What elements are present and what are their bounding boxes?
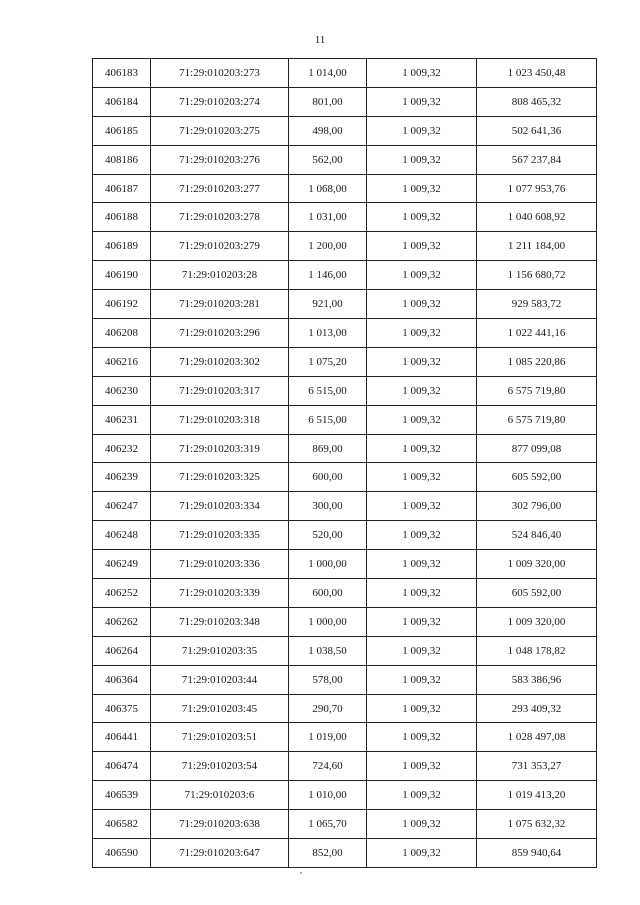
cell-cadastral-value: 1 156 680,72 (477, 261, 597, 290)
cell-object-id: 406248 (93, 521, 151, 550)
table-row (93, 839, 597, 868)
cell-object-id: 406216 (93, 347, 151, 376)
cell-area: 300,00 (289, 492, 367, 521)
cell-specific-value: 1 009,32 (367, 347, 477, 376)
page-number: 11 (314, 34, 326, 46)
cell-cadastral-number: 71:29:010203:348 (151, 607, 289, 636)
cell-specific-value: 1 009,32 (367, 463, 477, 492)
table-row (93, 203, 597, 232)
cell-cadastral-value: 605 592,00 (477, 463, 597, 492)
cell-cadastral-number: 71:29:010203:647 (151, 839, 289, 868)
cadastral-value-table (92, 58, 597, 868)
cell-object-id: 406189 (93, 232, 151, 261)
cell-object-id: 406188 (93, 203, 151, 232)
cell-area: 290,70 (289, 694, 367, 723)
cell-object-id: 406539 (93, 781, 151, 810)
table-row (93, 810, 597, 839)
cell-cadastral-number: 71:29:010203:296 (151, 319, 289, 348)
table-row (93, 492, 597, 521)
cell-object-id: 406252 (93, 579, 151, 608)
cell-area: 1 038,50 (289, 636, 367, 665)
cell-area: 921,00 (289, 290, 367, 319)
table-row (93, 405, 597, 434)
cell-area: 1 146,00 (289, 261, 367, 290)
cell-cadastral-number: 71:29:010203:335 (151, 521, 289, 550)
cell-object-id: 406249 (93, 550, 151, 579)
table-row (93, 347, 597, 376)
table-row (93, 781, 597, 810)
cell-cadastral-value: 929 583,72 (477, 290, 597, 319)
cell-specific-value: 1 009,32 (367, 810, 477, 839)
cell-specific-value: 1 009,32 (367, 405, 477, 434)
cell-object-id: 406184 (93, 87, 151, 116)
cell-specific-value: 1 009,32 (367, 116, 477, 145)
cell-specific-value: 1 009,32 (367, 232, 477, 261)
cell-cadastral-value: 583 386,96 (477, 665, 597, 694)
cell-area: 600,00 (289, 579, 367, 608)
cell-cadastral-number: 71:29:010203:35 (151, 636, 289, 665)
cell-cadastral-number: 71:29:010203:302 (151, 347, 289, 376)
cell-area: 600,00 (289, 463, 367, 492)
table-row (93, 290, 597, 319)
cell-cadastral-value: 731 353,27 (477, 752, 597, 781)
cell-object-id: 406231 (93, 405, 151, 434)
cell-specific-value: 1 009,32 (367, 376, 477, 405)
cell-specific-value: 1 009,32 (367, 579, 477, 608)
cell-cadastral-number: 71:29:010203:281 (151, 290, 289, 319)
cell-cadastral-number: 71:29:010203:51 (151, 723, 289, 752)
cell-area: 578,00 (289, 665, 367, 694)
cell-object-id: 406187 (93, 174, 151, 203)
table-row (93, 145, 597, 174)
cell-specific-value: 1 009,32 (367, 87, 477, 116)
cell-specific-value: 1 009,32 (367, 839, 477, 868)
cell-specific-value: 1 009,32 (367, 203, 477, 232)
cell-cadastral-value: 524 846,40 (477, 521, 597, 550)
cell-specific-value: 1 009,32 (367, 550, 477, 579)
table-row (93, 59, 597, 88)
cell-object-id: 406183 (93, 59, 151, 88)
cell-cadastral-value: 808 465,32 (477, 87, 597, 116)
cell-specific-value: 1 009,32 (367, 319, 477, 348)
cell-cadastral-value: 293 409,32 (477, 694, 597, 723)
cell-specific-value: 1 009,32 (367, 607, 477, 636)
cell-object-id: 406264 (93, 636, 151, 665)
cell-specific-value: 1 009,32 (367, 492, 477, 521)
cell-area: 6 515,00 (289, 376, 367, 405)
cell-cadastral-value: 567 237,84 (477, 145, 597, 174)
cell-specific-value: 1 009,32 (367, 434, 477, 463)
cell-cadastral-number: 71:29:010203:54 (151, 752, 289, 781)
table-row (93, 694, 597, 723)
cell-specific-value: 1 009,32 (367, 59, 477, 88)
cell-cadastral-number: 71:29:010203:336 (151, 550, 289, 579)
table-row (93, 550, 597, 579)
cell-cadastral-number: 71:29:010203:319 (151, 434, 289, 463)
cell-cadastral-value: 6 575 719,80 (477, 405, 597, 434)
cell-cadastral-value: 502 641,36 (477, 116, 597, 145)
cell-cadastral-number: 71:29:010203:279 (151, 232, 289, 261)
cell-specific-value: 1 009,32 (367, 665, 477, 694)
cell-area: 852,00 (289, 839, 367, 868)
cell-area: 562,00 (289, 145, 367, 174)
cell-cadastral-number: 71:29:010203:275 (151, 116, 289, 145)
cell-area: 869,00 (289, 434, 367, 463)
table-row (93, 319, 597, 348)
table-row (93, 723, 597, 752)
table-row (93, 607, 597, 636)
table-row (93, 174, 597, 203)
cell-cadastral-value: 1 048 178,82 (477, 636, 597, 665)
cell-object-id: 406185 (93, 116, 151, 145)
cell-specific-value: 1 009,32 (367, 636, 477, 665)
cell-cadastral-number: 71:29:010203:28 (151, 261, 289, 290)
cell-cadastral-value: 1 009 320,00 (477, 607, 597, 636)
cell-object-id: 406192 (93, 290, 151, 319)
cell-cadastral-number: 71:29:010203:6 (151, 781, 289, 810)
cell-specific-value: 1 009,32 (367, 290, 477, 319)
cell-object-id: 406247 (93, 492, 151, 521)
table-row (93, 87, 597, 116)
cell-area: 1 014,00 (289, 59, 367, 88)
cell-cadastral-number: 71:29:010203:45 (151, 694, 289, 723)
cell-object-id: 406262 (93, 607, 151, 636)
cell-area: 1 010,00 (289, 781, 367, 810)
table-row (93, 579, 597, 608)
cell-object-id: 406190 (93, 261, 151, 290)
cell-cadastral-number: 71:29:010203:318 (151, 405, 289, 434)
cell-area: 1 065,70 (289, 810, 367, 839)
cell-specific-value: 1 009,32 (367, 145, 477, 174)
cell-cadastral-value: 1 022 441,16 (477, 319, 597, 348)
cell-specific-value: 1 009,32 (367, 694, 477, 723)
table-row (93, 521, 597, 550)
cell-object-id: 406375 (93, 694, 151, 723)
cell-object-id: 406582 (93, 810, 151, 839)
cell-area: 1 013,00 (289, 319, 367, 348)
cell-cadastral-number: 71:29:010203:273 (151, 59, 289, 88)
cell-cadastral-value: 605 592,00 (477, 579, 597, 608)
cell-area: 6 515,00 (289, 405, 367, 434)
cell-area: 1 031,00 (289, 203, 367, 232)
cell-cadastral-value: 1 077 953,76 (477, 174, 597, 203)
cell-cadastral-number: 71:29:010203:276 (151, 145, 289, 174)
cell-object-id: 406208 (93, 319, 151, 348)
cell-cadastral-value: 1 075 632,32 (477, 810, 597, 839)
table-body (93, 59, 597, 868)
cell-specific-value: 1 009,32 (367, 261, 477, 290)
cell-area: 801,00 (289, 87, 367, 116)
cell-object-id: 406232 (93, 434, 151, 463)
table-row (93, 116, 597, 145)
table-row (93, 232, 597, 261)
cell-cadastral-number: 71:29:010203:277 (151, 174, 289, 203)
cell-cadastral-number: 71:29:010203:339 (151, 579, 289, 608)
cell-area: 1 019,00 (289, 723, 367, 752)
cell-cadastral-value: 1 019 413,20 (477, 781, 597, 810)
cell-object-id: 406474 (93, 752, 151, 781)
cell-area: 1 075,20 (289, 347, 367, 376)
cell-area: 1 000,00 (289, 607, 367, 636)
cell-object-id: 406239 (93, 463, 151, 492)
table-row (93, 665, 597, 694)
cell-area: 1 200,00 (289, 232, 367, 261)
cell-cadastral-value: 1 085 220,86 (477, 347, 597, 376)
cell-object-id: 406441 (93, 723, 151, 752)
cell-object-id: 408186 (93, 145, 151, 174)
cell-object-id: 406590 (93, 839, 151, 868)
cell-cadastral-value: 1 211 184,00 (477, 232, 597, 261)
cell-specific-value: 1 009,32 (367, 752, 477, 781)
cell-specific-value: 1 009,32 (367, 174, 477, 203)
cell-cadastral-value: 1 040 608,92 (477, 203, 597, 232)
cell-cadastral-value: 1 028 497,08 (477, 723, 597, 752)
table-row (93, 434, 597, 463)
cell-specific-value: 1 009,32 (367, 723, 477, 752)
cell-specific-value: 1 009,32 (367, 521, 477, 550)
cell-object-id: 406364 (93, 665, 151, 694)
cell-area: 724,60 (289, 752, 367, 781)
scan-speck (300, 872, 302, 874)
table-row (93, 752, 597, 781)
table-row (93, 261, 597, 290)
cell-area: 520,00 (289, 521, 367, 550)
cell-cadastral-number: 71:29:010203:317 (151, 376, 289, 405)
cell-area: 1 000,00 (289, 550, 367, 579)
cell-area: 498,00 (289, 116, 367, 145)
cell-cadastral-value: 859 940,64 (477, 839, 597, 868)
cell-object-id: 406230 (93, 376, 151, 405)
table-row (93, 636, 597, 665)
cell-cadastral-number: 71:29:010203:325 (151, 463, 289, 492)
cell-cadastral-number: 71:29:010203:274 (151, 87, 289, 116)
cell-cadastral-number: 71:29:010203:44 (151, 665, 289, 694)
cell-cadastral-number: 71:29:010203:278 (151, 203, 289, 232)
cell-cadastral-number: 71:29:010203:334 (151, 492, 289, 521)
cell-cadastral-value: 1 023 450,48 (477, 59, 597, 88)
cell-cadastral-value: 6 575 719,80 (477, 376, 597, 405)
cell-cadastral-value: 1 009 320,00 (477, 550, 597, 579)
cell-cadastral-value: 877 099,08 (477, 434, 597, 463)
cell-cadastral-value: 302 796,00 (477, 492, 597, 521)
cell-cadastral-number: 71:29:010203:638 (151, 810, 289, 839)
cell-area: 1 068,00 (289, 174, 367, 203)
cell-specific-value: 1 009,32 (367, 781, 477, 810)
table-row (93, 376, 597, 405)
table-row (93, 463, 597, 492)
